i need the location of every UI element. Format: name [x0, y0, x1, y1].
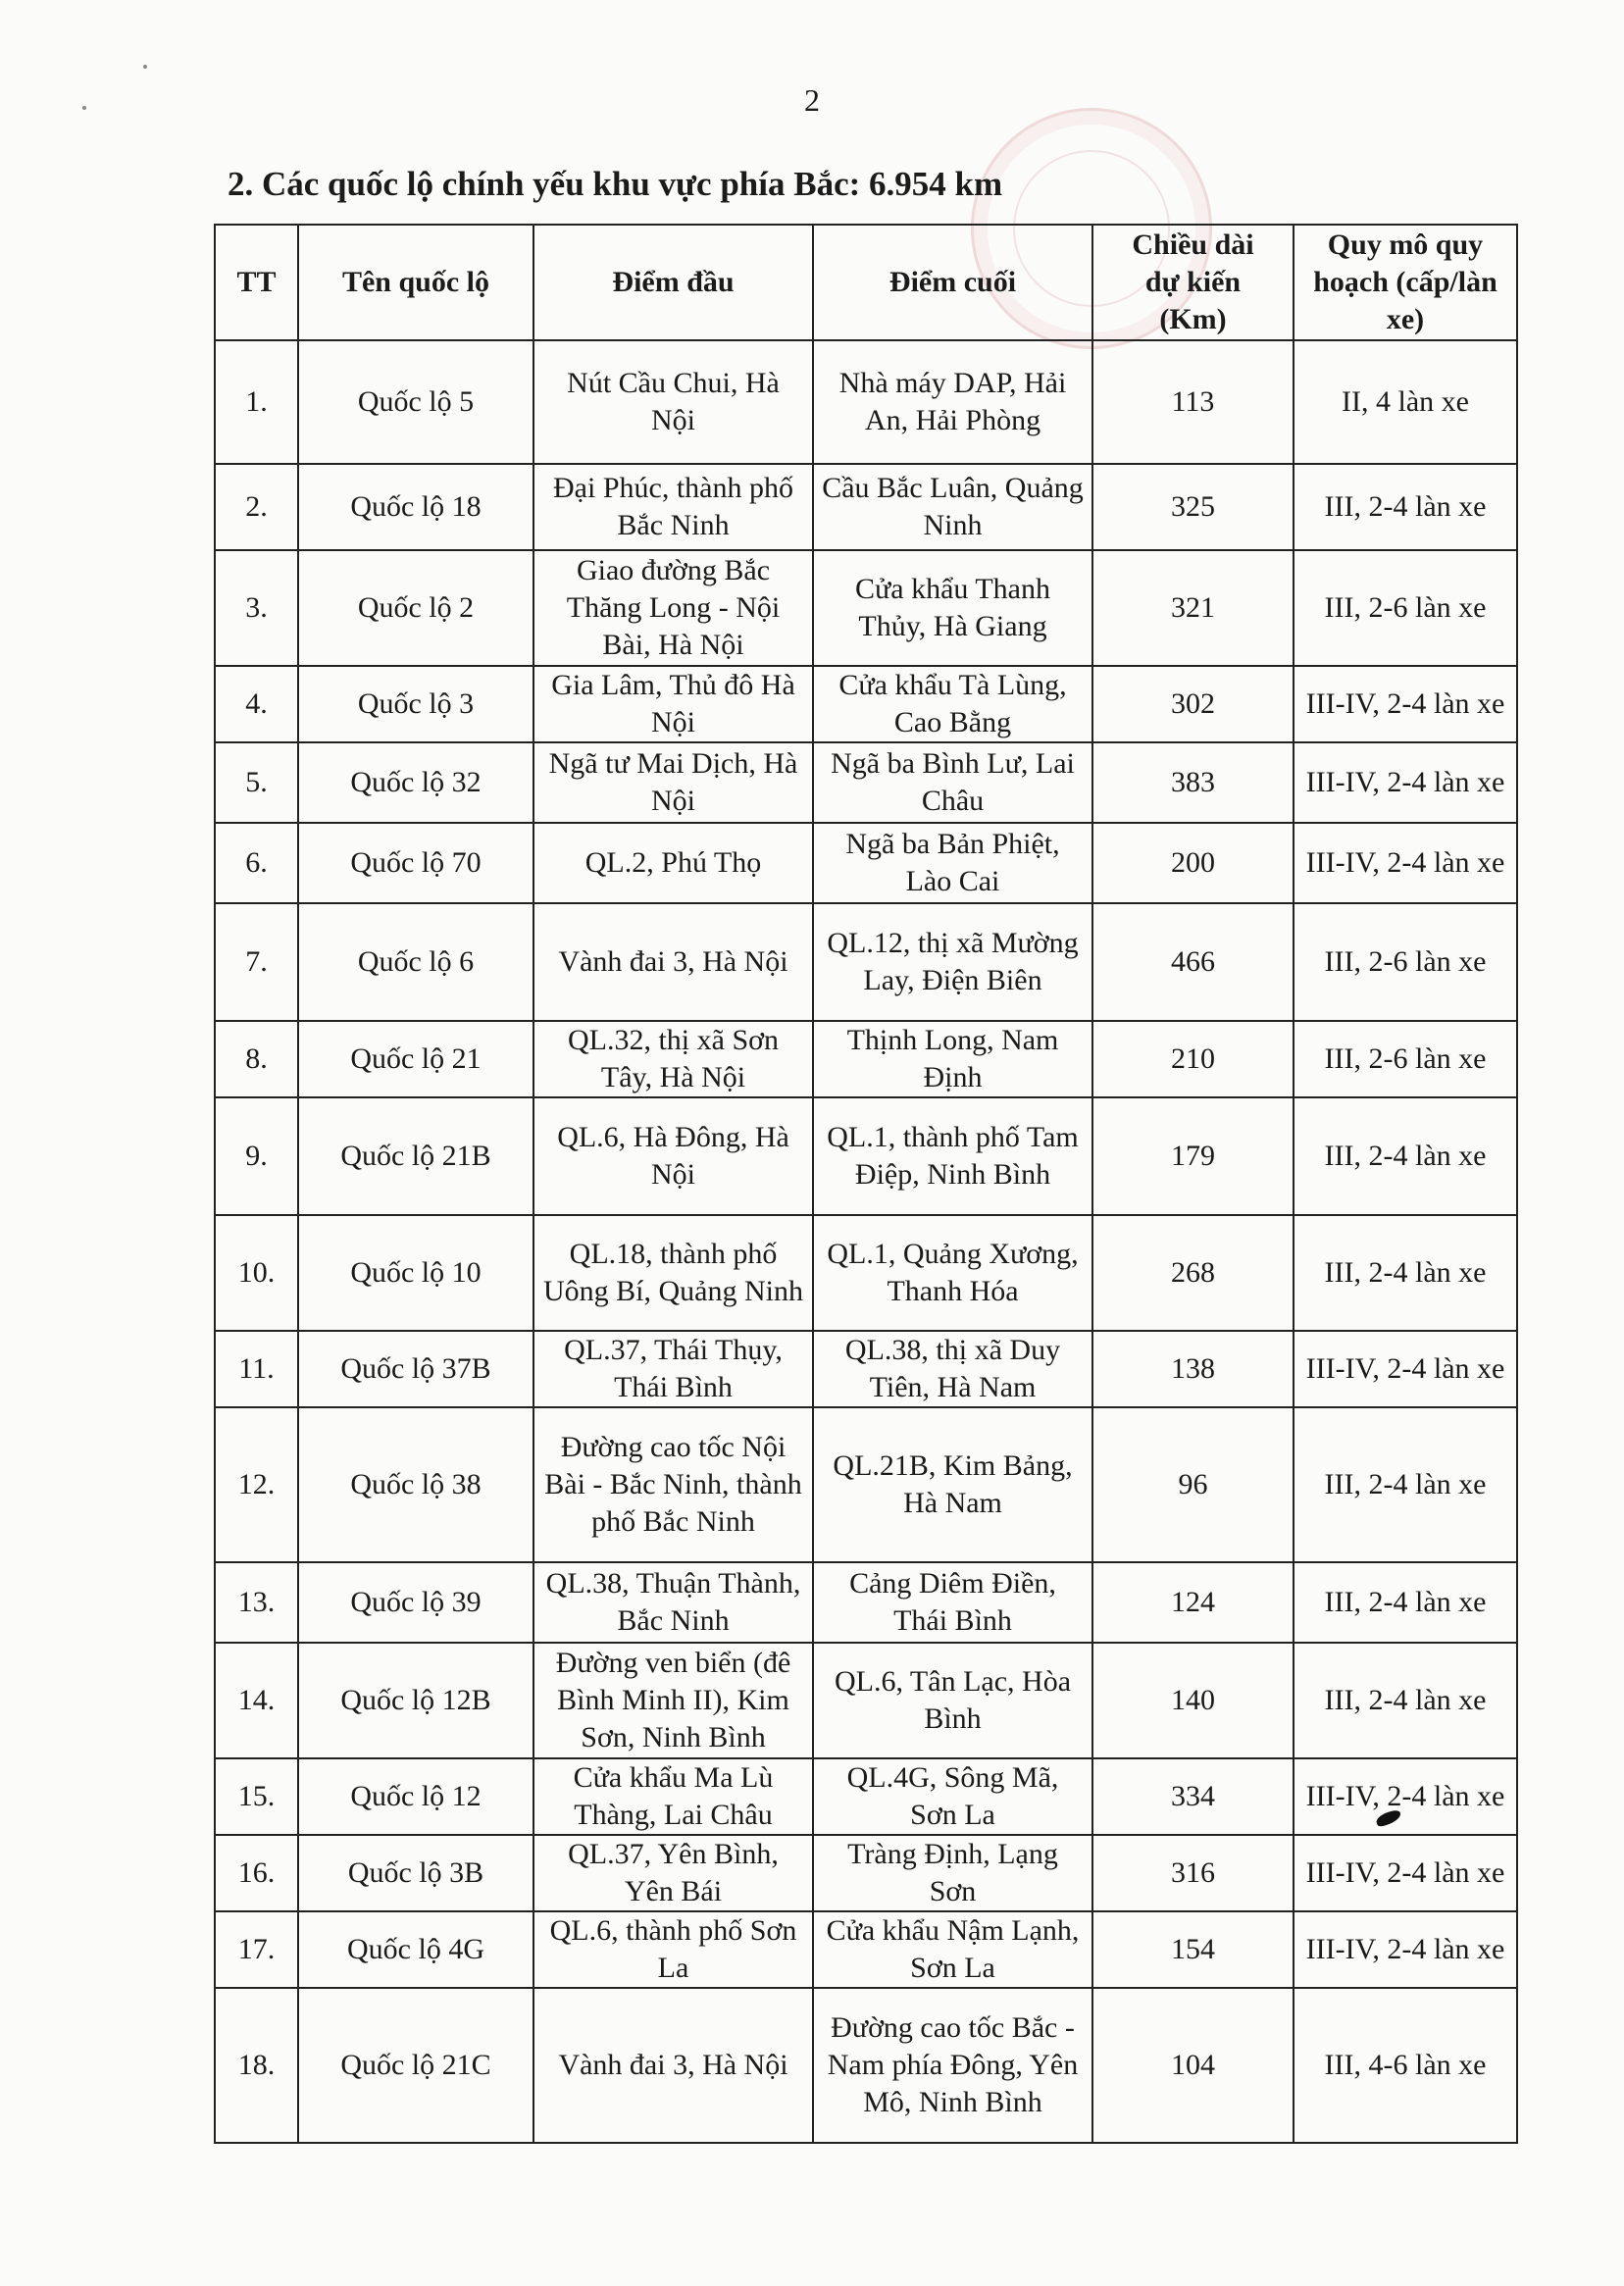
road-name: Quốc lộ 21C	[298, 1988, 533, 2143]
planning-scale: III-IV, 2-4 làn xe	[1294, 1911, 1517, 1988]
planning-scale: III, 4-6 làn xe	[1294, 1988, 1517, 2143]
end-point: Cửa khẩu Nậm Lạnh, Sơn La	[813, 1911, 1092, 1988]
table-body	[215, 340, 1517, 2143]
start-point: Đại Phúc, thành phố Bắc Ninh	[533, 464, 813, 550]
planning-scale: III-IV, 2-4 làn xe	[1294, 823, 1517, 903]
length-km: 325	[1092, 464, 1294, 550]
row-number: 10.	[215, 1215, 298, 1331]
road-name: Quốc lộ 12	[298, 1758, 533, 1835]
end-point: Nhà máy DAP, Hải An, Hải Phòng	[813, 340, 1092, 464]
planning-scale: III, 2-6 làn xe	[1294, 1021, 1517, 1097]
table-row	[215, 1331, 1517, 1407]
length-km: 466	[1092, 903, 1294, 1021]
end-point: Ngã ba Bản Phiệt, Lào Cai	[813, 823, 1092, 903]
length-km: 302	[1092, 666, 1294, 742]
page-number: 2	[804, 82, 820, 118]
start-point: Giao đường Bắc Thăng Long - Nội Bài, Hà Nội	[533, 550, 813, 666]
road-name: Quốc lộ 39	[298, 1562, 533, 1643]
end-point: Cầu Bắc Luân, Quảng Ninh	[813, 464, 1092, 550]
table-row	[215, 1407, 1517, 1562]
start-point: Vành đai 3, Hà Nội	[533, 1988, 813, 2143]
row-number: 2.	[215, 464, 298, 550]
road-name: Quốc lộ 6	[298, 903, 533, 1021]
start-point: QL.6, thành phố Sơn La	[533, 1911, 813, 1988]
column-header-road-name: Tên quốc lộ	[298, 225, 533, 340]
start-point: QL.6, Hà Đông, Hà Nội	[533, 1097, 813, 1215]
start-point: Đường cao tốc Nội Bài - Bắc Ninh, thành phố Bắc Ninh	[533, 1407, 813, 1562]
planning-scale: II, 4 làn xe	[1294, 340, 1517, 464]
row-number: 4.	[215, 666, 298, 742]
table-row	[215, 1643, 1517, 1758]
planning-scale: III-IV, 2-4 làn xe	[1294, 666, 1517, 742]
road-name: Quốc lộ 12B	[298, 1643, 533, 1758]
start-point: QL.2, Phú Thọ	[533, 823, 813, 903]
row-number: 12.	[215, 1407, 298, 1562]
length-km: 113	[1092, 340, 1294, 464]
length-km: 268	[1092, 1215, 1294, 1331]
length-km: 179	[1092, 1097, 1294, 1215]
table-row	[215, 742, 1517, 823]
start-point: Gia Lâm, Thủ đô Hà Nội	[533, 666, 813, 742]
planning-scale: III-IV, 2-4 làn xe	[1294, 1758, 1517, 1835]
road-name: Quốc lộ 38	[298, 1407, 533, 1562]
column-header-end-point: Điểm cuối	[813, 225, 1092, 340]
road-name: Quốc lộ 3	[298, 666, 533, 742]
length-km: 200	[1092, 823, 1294, 903]
road-name: Quốc lộ 21B	[298, 1097, 533, 1215]
planning-scale: III-IV, 2-4 làn xe	[1294, 1331, 1517, 1407]
row-number: 3.	[215, 550, 298, 666]
length-km: 138	[1092, 1331, 1294, 1407]
planning-scale: III, 2-6 làn xe	[1294, 903, 1517, 1021]
table-row	[215, 1835, 1517, 1911]
length-km: 321	[1092, 550, 1294, 666]
row-number: 14.	[215, 1643, 298, 1758]
table-row	[215, 1215, 1517, 1331]
length-km: 154	[1092, 1911, 1294, 1988]
length-km: 210	[1092, 1021, 1294, 1097]
length-km: 124	[1092, 1562, 1294, 1643]
section-heading: 2. Các quốc lộ chính yếu khu vực phía Bắc: 6.954 km	[228, 165, 1003, 203]
row-number: 5.	[215, 742, 298, 823]
row-number: 6.	[215, 823, 298, 903]
length-km: 104	[1092, 1988, 1294, 2143]
start-point: Vành đai 3, Hà Nội	[533, 903, 813, 1021]
start-point: QL.37, Thái Thụy, Thái Bình	[533, 1331, 813, 1407]
start-point: Cửa khẩu Ma Lù Thàng, Lai Châu	[533, 1758, 813, 1835]
end-point: Cửa khẩu Thanh Thủy, Hà Giang	[813, 550, 1092, 666]
end-point: QL.12, thị xã Mường Lay, Điện Biên	[813, 903, 1092, 1021]
planning-scale: III, 2-4 làn xe	[1294, 1643, 1517, 1758]
start-point: QL.37, Yên Bình, Yên Bái	[533, 1835, 813, 1911]
column-header-start-point: Điểm đầu	[533, 225, 813, 340]
road-name: Quốc lộ 18	[298, 464, 533, 550]
road-name: Quốc lộ 5	[298, 340, 533, 464]
planning-scale: III, 2-4 làn xe	[1294, 1097, 1517, 1215]
table-header-row	[215, 225, 1517, 340]
end-point: Đường cao tốc Bắc - Nam phía Đông, Yên Mô, Ninh Bình	[813, 1988, 1092, 2143]
table-row	[215, 340, 1517, 464]
road-name: Quốc lộ 21	[298, 1021, 533, 1097]
length-km: 96	[1092, 1407, 1294, 1562]
length-km: 334	[1092, 1758, 1294, 1835]
start-point: Ngã tư Mai Dịch, Hà Nội	[533, 742, 813, 823]
column-header-tt: TT	[215, 225, 298, 340]
table-row	[215, 1097, 1517, 1215]
length-km: 383	[1092, 742, 1294, 823]
table-row	[215, 666, 1517, 742]
length-km: 316	[1092, 1835, 1294, 1911]
row-number: 17.	[215, 1911, 298, 1988]
table-row	[215, 1021, 1517, 1097]
planning-scale: III-IV, 2-4 làn xe	[1294, 1835, 1517, 1911]
planning-scale: III, 2-4 làn xe	[1294, 1215, 1517, 1331]
column-header-length: Chiều dài dự kiến (Km)	[1092, 225, 1294, 340]
row-number: 13.	[215, 1562, 298, 1643]
end-point: QL.38, thị xã Duy Tiên, Hà Nam	[813, 1331, 1092, 1407]
road-name: Quốc lộ 10	[298, 1215, 533, 1331]
planning-scale: III, 2-6 làn xe	[1294, 550, 1517, 666]
end-point: Cảng Diêm Điền, Thái Bình	[813, 1562, 1092, 1643]
row-number: 8.	[215, 1021, 298, 1097]
start-point: QL.18, thành phố Uông Bí, Quảng Ninh	[533, 1215, 813, 1331]
start-point: QL.38, Thuận Thành, Bắc Ninh	[533, 1562, 813, 1643]
table-row	[215, 1988, 1517, 2143]
table-row	[215, 550, 1517, 666]
end-point: Cửa khẩu Tà Lùng, Cao Bằng	[813, 666, 1092, 742]
row-number: 1.	[215, 340, 298, 464]
row-number: 9.	[215, 1097, 298, 1215]
end-point: QL.21B, Kim Bảng, Hà Nam	[813, 1407, 1092, 1562]
table-row	[215, 903, 1517, 1021]
end-point: QL.1, Quảng Xương, Thanh Hóa	[813, 1215, 1092, 1331]
road-name: Quốc lộ 70	[298, 823, 533, 903]
planning-scale: III, 2-4 làn xe	[1294, 1407, 1517, 1562]
planning-scale: III-IV, 2-4 làn xe	[1294, 742, 1517, 823]
table-row	[215, 1562, 1517, 1643]
end-point: Ngã ba Bình Lư, Lai Châu	[813, 742, 1092, 823]
scan-speck	[143, 65, 147, 69]
road-name: Quốc lộ 37B	[298, 1331, 533, 1407]
planning-scale: III, 2-4 làn xe	[1294, 1562, 1517, 1643]
road-name: Quốc lộ 32	[298, 742, 533, 823]
end-point: Thịnh Long, Nam Định	[813, 1021, 1092, 1097]
start-point: Nút Cầu Chui, Hà Nội	[533, 340, 813, 464]
planning-scale: III, 2-4 làn xe	[1294, 464, 1517, 550]
end-point: QL.4G, Sông Mã, Sơn La	[813, 1758, 1092, 1835]
end-point: Tràng Định, Lạng Sơn	[813, 1835, 1092, 1911]
start-point: Đường ven biển (đê Bình Minh II), Kim Sơn, Ninh Bình	[533, 1643, 813, 1758]
table-row	[215, 1758, 1517, 1835]
start-point: QL.32, thị xã Sơn Tây, Hà Nội	[533, 1021, 813, 1097]
row-number: 7.	[215, 903, 298, 1021]
road-name: Quốc lộ 2	[298, 550, 533, 666]
table-row	[215, 1911, 1517, 1988]
row-number: 18.	[215, 1988, 298, 2143]
length-km: 140	[1092, 1643, 1294, 1758]
row-number: 15.	[215, 1758, 298, 1835]
column-header-scale: Quy mô quy hoạch (cấp/làn xe)	[1294, 225, 1517, 340]
road-name: Quốc lộ 4G	[298, 1911, 533, 1988]
end-point: QL.1, thành phố Tam Điệp, Ninh Bình	[813, 1097, 1092, 1215]
row-number: 16.	[215, 1835, 298, 1911]
row-number: 11.	[215, 1331, 298, 1407]
national-roads-table	[214, 224, 1518, 2144]
table-row	[215, 464, 1517, 550]
table-row	[215, 823, 1517, 903]
end-point: QL.6, Tân Lạc, Hòa Bình	[813, 1643, 1092, 1758]
road-name: Quốc lộ 3B	[298, 1835, 533, 1911]
